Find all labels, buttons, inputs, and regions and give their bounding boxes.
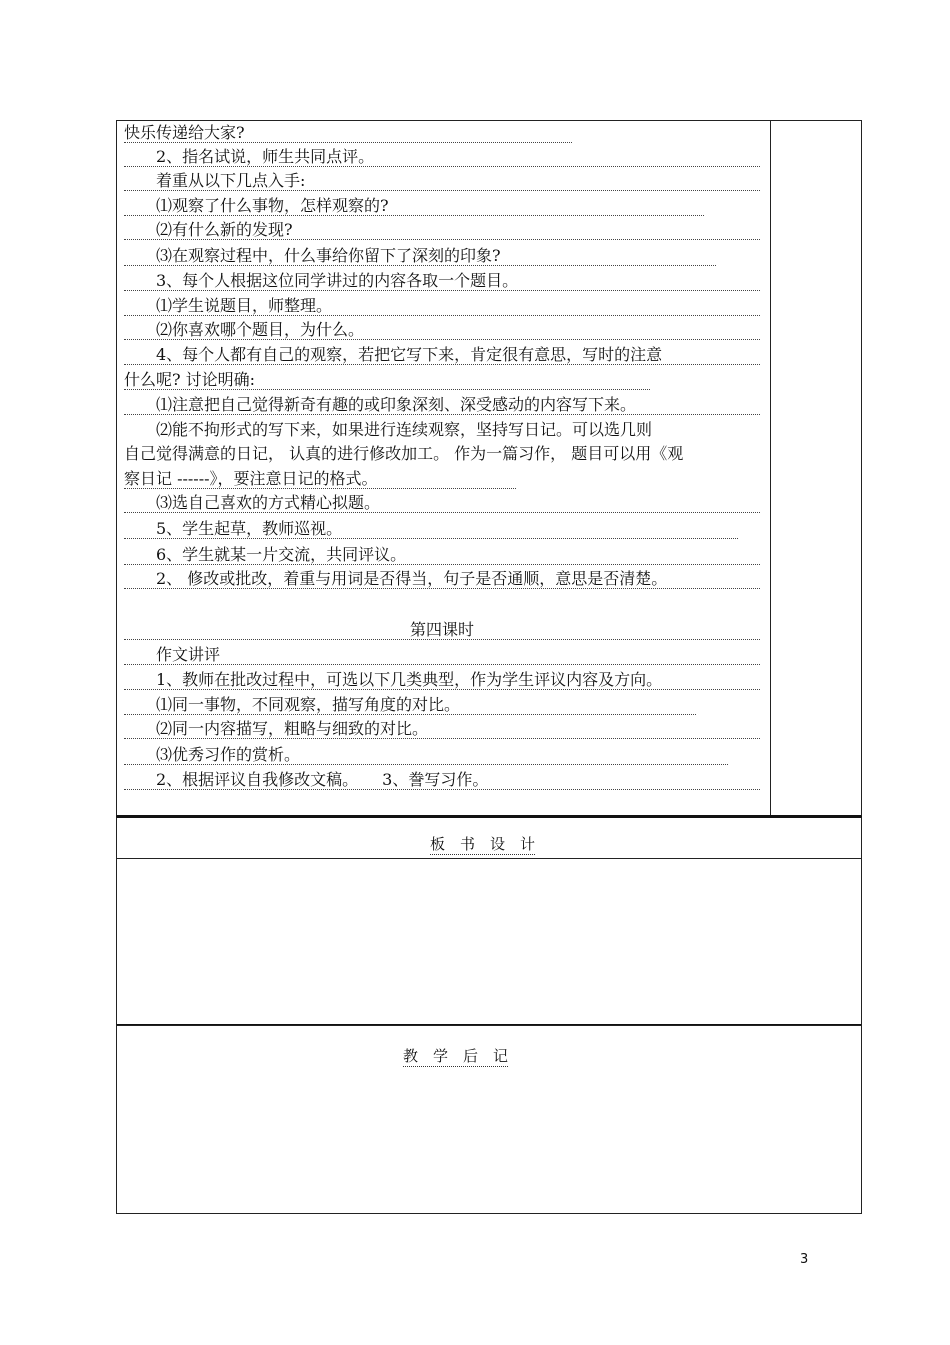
board-header-divider [117, 858, 861, 859]
text-line-21: 作文讲评 [124, 645, 760, 665]
text-line-5: ⑵有什么新的发现? [124, 220, 760, 240]
column-divider [770, 121, 771, 815]
teaching-notes-title [403, 1045, 508, 1066]
page-number: 3 [800, 1252, 809, 1267]
text-line-12: ⑴注意把自己觉得新奇有趣的或印象深刻、深受感动的内容写下来。 [124, 395, 760, 415]
text-line-2: 2、指名试说，师生共同点评。 [124, 147, 760, 167]
text-line-22: 1、教师在批改过程中，可选以下几类典型，作为学生评议内容及方向。 [124, 670, 760, 690]
text-line-6: ⑶在观察过程中，什么事给你留下了深刻的印象? [124, 246, 716, 266]
text-line-23: ⑴同一事物，不同观察，描写角度的对比。 [124, 695, 696, 715]
text-line-24: ⑵同一内容描写，粗略与细致的对比。 [124, 719, 760, 739]
text-line-10: 4、每个人都有自己的观察，若把它写下来，肯定很有意思，写时的注意 [124, 345, 760, 365]
text-line-26: 2、根据评议自我修改文稿。 3、誊写习作。 [124, 770, 760, 790]
text-line-16: ⑶选自己喜欢的方式精心拟题。 [124, 493, 760, 513]
text-line-1: 快乐传递给大家? [124, 123, 572, 143]
text-line-13: ⑵能不拘形式的写下来，如果进行连续观察，坚持写日记。可以选几则 [124, 420, 653, 439]
text-line-4: ⑴观察了什么事物，怎样观察的? [124, 196, 704, 216]
text-line-18: 6、学生就某一片交流，共同评议。 [124, 545, 760, 565]
text-line-11: 什么呢? 讨论明确: [124, 370, 650, 390]
board-design-title-text: 板 书 设 计 [430, 835, 536, 853]
text-line-8: ⑴学生说题目，师整理。 [124, 296, 760, 316]
board-design-title [430, 833, 535, 854]
text-line-7: 3、每个人根据这位同学讲过的内容各取一个题目。 [124, 271, 760, 291]
text-line-19: 2、 修改或批改，着重与用词是否得当，句子是否通顺，意思是否清楚。 [124, 569, 760, 589]
text-line-14: 自己觉得满意的日记， 认真的进行修改加工。 作为一篇习作， 题目可以用《观 [124, 444, 684, 463]
text-line-17: 5、学生起草，教师巡视。 [124, 519, 738, 539]
text-line-3: 着重从以下几点入手: [124, 171, 760, 191]
text-line-15: 察日记 ------》，要注意日记的格式。 [124, 469, 516, 489]
text-line-9: ⑵你喜欢哪个题目，为什么。 [124, 320, 760, 340]
teaching-notes-title-text: 教 学 后 记 [403, 1047, 509, 1065]
text-line-25: ⑶优秀习作的赏析。 [124, 745, 728, 765]
lesson-heading: 第四课时 [124, 620, 760, 640]
